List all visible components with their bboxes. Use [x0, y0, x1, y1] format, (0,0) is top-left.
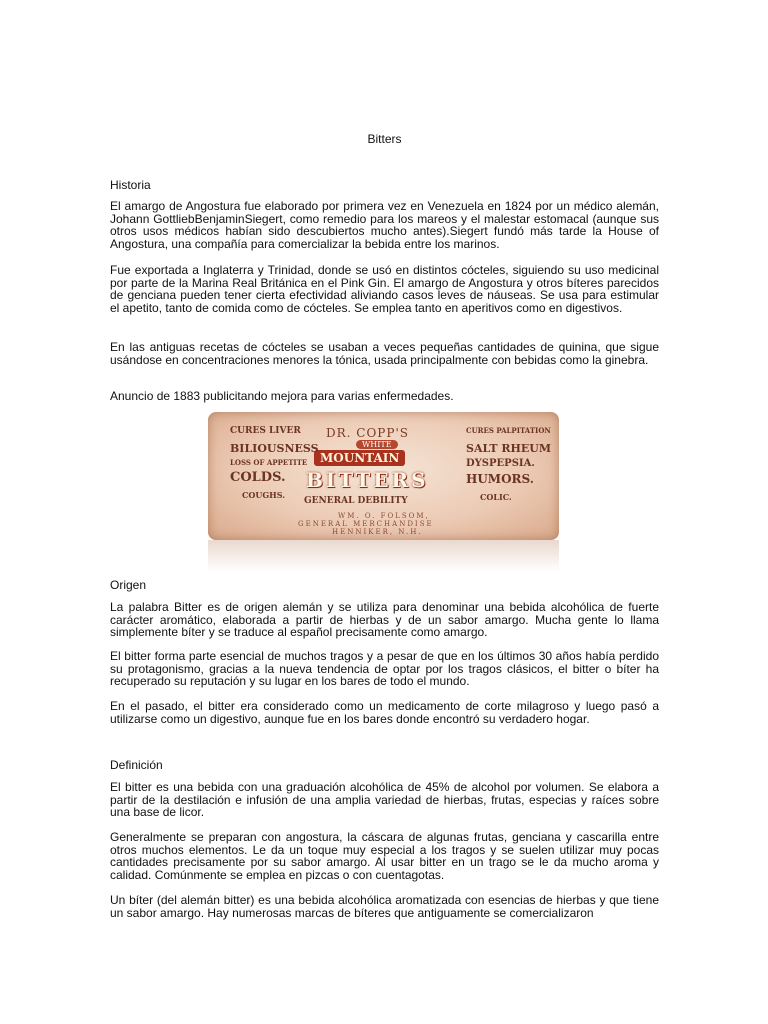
- heading-origen: Origen: [110, 578, 147, 592]
- label-footer-2: GENERAL MERCHANDISE: [298, 520, 434, 528]
- label-footer-3: HENNIKER, N.H.: [332, 528, 423, 536]
- paragraph-definicion-2: Generalmente se preparan con angostura, la cáscara de algunas frutas, genciana y cascarilla entre otros muchos elementos. Le da un toque muy especial a los tragos y se suelen utilizar muy pocas cantidades precisamente por su sabor amargo. Al usar bitter en un trago se le da mucho aroma y calidad. Comúnmente se emplea en pizcas o con cuentagotas.: [110, 830, 659, 882]
- paragraph-definicion-1: El bitter es una bebida con una graduación alcohólica de 45% de alcohol por volumen. Se elabora a partir de la destilación e infusión de una amplia variedad de hierbas, frutas, especias y raíces sobre una base de licor.: [110, 780, 659, 820]
- paragraph-historia-1: El amargo de Angostura fue elaborado por primera vez en Venezuela en 1824 por un médico alemán, Johann GottliebBenjaminSiegert, como remedio para los mareos y el malestar estomacal (aunque sus otros usos médicos habían sido descubiertos mucho antes).Siegert fundó más tarde la House of Angostura, una compañía para comercializar la bebida entre los marinos.: [110, 199, 659, 251]
- paragraph-historia-4: Anuncio de 1883 publicitando mejora para varias enfermedades.: [110, 389, 454, 403]
- heading-definicion: Definición: [110, 758, 163, 772]
- label-white: WHITE: [356, 440, 398, 449]
- document-title: Bitters: [367, 132, 402, 146]
- label-right-5: COLIC.: [480, 492, 512, 502]
- heading-historia: Historia: [110, 178, 151, 192]
- paragraph-historia-2: Fue exportada a Inglaterra y Trinidad, donde se usó en distintos cócteles, siguiendo su uso medicinal por parte de la Marina Real Británica en el Pink Gin. El amargo de Angostura y otros bíteres parecidos de genciana pueden tener cierta efectividad aliviando casos leves de náuseas. Se usa para estimular el apetito, tanto de comida como de cócteles. Se emplea tanto en aperitivos como en digestivos.: [110, 263, 659, 315]
- label-footer-1: WM. O. FOLSOM,: [338, 512, 430, 520]
- paragraph-definicion-3: Un bíter (del alemán bitter) es una bebida alcohólica aromatizada con esencias de hierbas y que tiene un sabor amargo. Hay numerosas marcas de bíteres que antiguamente se comercializaron: [110, 893, 659, 920]
- label-left-1: CURES LIVER: [230, 426, 301, 436]
- advertisement-image: [208, 412, 559, 572]
- label-dr: DR. COPP'S: [326, 426, 409, 440]
- label-mountain: MOUNTAIN: [314, 450, 405, 466]
- label-left-2: BILIOUSNESS: [230, 442, 319, 455]
- label-right-1: CURES PALPITATION: [466, 426, 551, 435]
- label-left-3: LOSS OF APPETITE: [230, 458, 308, 467]
- label-left-4: COLDS.: [230, 470, 286, 485]
- label-right-2: SALT RHEUM: [466, 442, 552, 455]
- paragraph-origen-1: La palabra Bitter es de origen alemán y se utiliza para denominar una bebida alcohólica de fuerte carácter aromático, elaborada a partir de hierbas y de un sabor amargo. Mucha gente lo llama simplemente bíter y se traduce al español precisamente como amargo.: [110, 600, 659, 640]
- label-bitters: BITTERS: [306, 468, 429, 492]
- paragraph-historia-3: En las antiguas recetas de cócteles se usaban a veces pequeñas cantidades de quinina, que sigue usándose en concentraciones menores la tónica, usada principalmente con bebidas como la ginebra.: [110, 340, 659, 367]
- paragraph-origen-3: En el pasado, el bitter era considerado como un medicamento de corte milagroso y luego pasó a utilizarse como un digestivo, aunque fue en los bares donde encontró su verdadero hogar.: [110, 699, 659, 726]
- paragraph-origen-2: El bitter forma parte esencial de muchos tragos y a pesar de que en los últimos 30 años había perdido su protagonismo, gracias a la nueva tendencia de optar por los tragos clásicos, el bitter o bíter ha recuperado su reputación y su lugar en los bares de todo el mundo.: [110, 649, 659, 689]
- label-right-3: DYSPEPSIA.: [466, 458, 535, 469]
- label-reflection: [208, 540, 559, 572]
- label-left-5: COUGHS.: [242, 490, 285, 500]
- label-right-4: HUMORS.: [466, 472, 534, 486]
- label-general-debility: GENERAL DEBILITY: [304, 496, 408, 506]
- bitters-label: [208, 412, 559, 540]
